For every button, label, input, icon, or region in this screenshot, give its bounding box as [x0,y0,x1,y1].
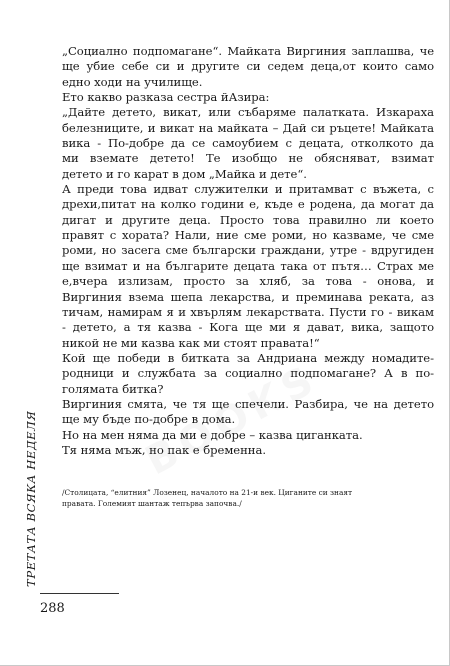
body-line: ми вземате детето! Те изобщо не обясняват, взимат [62,151,434,166]
body-line: едно ходи на училище. [62,74,203,89]
body-line: Кой ще победи в битката за Андриана между номадите- [62,350,434,365]
body-line: родници и службата за социално подпомагане? А в по- [62,366,434,381]
body-line: ще взимат и на българите децата така от пътя… Страх ме [62,258,434,273]
footnote [62,487,434,509]
body-line: ще му бъде по-добре в дома. [62,412,236,427]
body-line: роми, но засега сме български граждани, утре - вдругиден [62,243,434,258]
body-line: ще убие себе си и другите си седем деца,от които само [62,59,434,74]
footnote-line: правата. Големият шантаж тепърва започва./ [62,499,242,508]
body-line: голямата битка? [62,381,164,396]
body-line: „Социално подпомагане“. Майката Виргиния заплашва, че [62,44,434,58]
body-line: детето и го карат в дом „Майка и дете“. [62,166,307,181]
body-line: е,вчера излизам, просто за хляб, за това - онова, и [62,274,434,289]
body-line: Виргиния смята, че тя ще спечели. Разбира, че на детето [62,396,434,411]
body-line: - детето, а тя казва - Кога ще ми я дават, вика, защото [62,320,434,335]
body-line: белезниците, и викат на майката – Дай си ръцете! Майката [62,120,434,135]
body-text [62,44,434,458]
body-line: „Дайте детето, викат, или събаряме палатката. Изкараха [62,105,434,120]
body-line: А преди това идват служителки и притамват с въжета, с [62,182,434,197]
body-line: Тя няма мъж, но пак е бременна. [62,442,266,457]
running-head: ТРЕТАТА ВСЯКА НЕДЕЛЯ [24,410,38,587]
folio-rule [40,593,119,594]
page-number: 288 [40,601,65,616]
footnote-line: /Столицата, “елитния” Лозенец, началото на 21-и век. Циганите си знаят [62,488,353,497]
body-line: Виргиния взема шепа лекарства, и преминава реката, аз [62,289,434,304]
body-line: правят с хората? Нали, ние сме роми, но казваме, че сме [62,228,434,243]
body-line: дигат и другите деца. Просто това правилно ли което [62,212,434,227]
body-line: Ето какво разказа сестра йАзира: [62,90,270,105]
body-line: тичам, намирам я и хвърлям лекарствата. Пусти го - викам [62,304,434,319]
body-line: вика - По-добре да се самоубием с децата, отколкото да [62,136,434,151]
body-line: Но на мен няма да ми е добре – казва циганката. [62,427,363,442]
body-line: никой не ми казва как ми стоят правата!“ [62,335,320,350]
body-line: дрехи,питат на колко години е, къде е родена, да могат да [62,197,434,212]
